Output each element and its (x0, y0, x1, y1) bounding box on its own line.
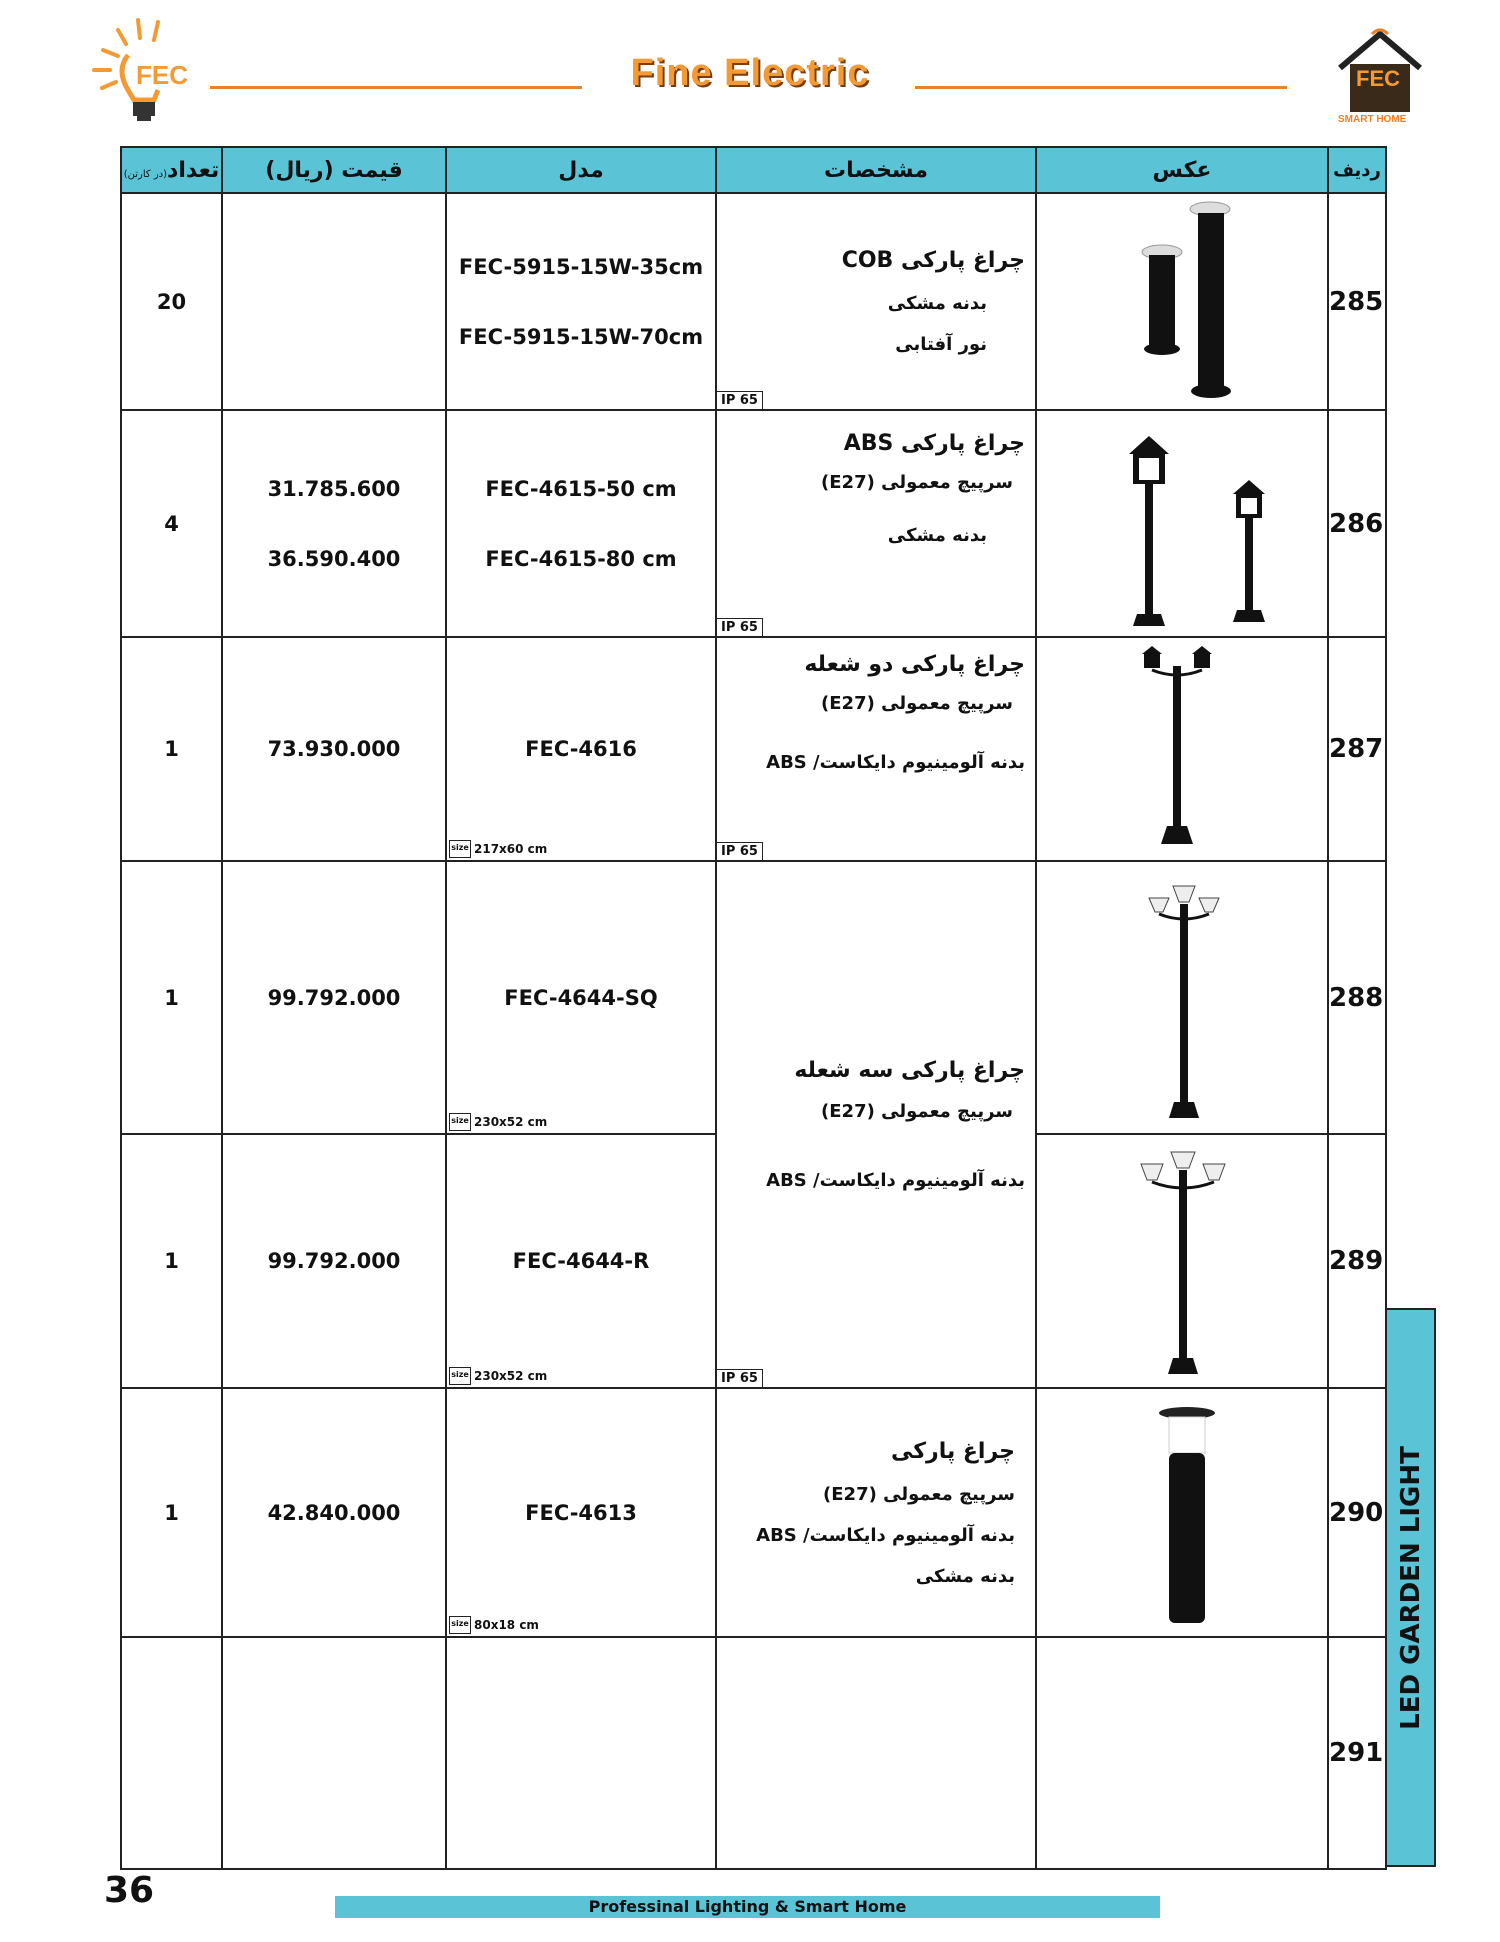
qty-cell: 1 (121, 1388, 222, 1637)
size-value: 80x18 cm (474, 1618, 539, 1632)
spec-line: سرپیچ معمولی (E27) (821, 1101, 1013, 1122)
header-image: عکس (1036, 147, 1328, 193)
size-value: 217x60 cm (474, 842, 548, 856)
spec-cell (716, 410, 1036, 637)
model-text: FEC-5915-15W-35cm (458, 254, 704, 279)
qty-cell: 1 (121, 1134, 222, 1388)
row-number: 289 (1328, 1134, 1386, 1388)
table-row (121, 193, 1386, 410)
qty-cell (121, 1637, 222, 1869)
table-row (121, 637, 1386, 861)
model-text: FEC-4613 (525, 1500, 637, 1525)
qty-cell: 1 (121, 861, 222, 1134)
qty-cell: 20 (121, 193, 222, 410)
header-row-number: ردیف (1328, 147, 1386, 193)
image-cell (1036, 1388, 1328, 1637)
ip-rating-badge: IP 65 (716, 1369, 763, 1388)
size-tag (449, 840, 547, 858)
model-text: FEC-4644-R (512, 1249, 650, 1274)
row-number: 288 (1328, 861, 1386, 1134)
spec-title: چراغ پارکی دو شعله (804, 652, 1025, 677)
image-cell (1036, 1637, 1328, 1869)
size-icon: size (449, 1616, 471, 1634)
smart-home-logo (1330, 26, 1430, 126)
page-number: 36 (104, 1870, 155, 1911)
ip-rating-badge: IP 65 (716, 391, 763, 410)
image-cell (1036, 861, 1328, 1134)
size-tag (449, 1616, 539, 1634)
spec-line: بدنه آلومینیوم دایکاست/ ABS (766, 752, 1025, 773)
ip-rating-badge: IP 65 (716, 618, 763, 637)
table-row (121, 1637, 1386, 1869)
table-header-row (121, 147, 1386, 193)
row-number: 286 (1328, 410, 1386, 637)
header-price: قیمت (ریال) (222, 147, 446, 193)
row-number: 291 (1328, 1637, 1386, 1869)
model-cell (446, 410, 716, 637)
size-tag (449, 1113, 547, 1131)
model-text: FEC-4615-80 cm (485, 546, 677, 571)
size-value: 230x52 cm (474, 1369, 548, 1383)
price-cell: 99.792.000 (222, 1134, 446, 1388)
header-qty: تعداد(در کارتن) (121, 147, 222, 193)
qty-cell: 1 (121, 637, 222, 861)
category-side-tab (1385, 1308, 1436, 1867)
header-rule-right (915, 86, 1287, 89)
cylindrical-bollard-lamp-image (1037, 1391, 1329, 1635)
category-label: LED GARDEN LIGHT (1395, 1445, 1426, 1730)
size-icon: size (449, 1367, 471, 1385)
row-number: 287 (1328, 637, 1386, 861)
spec-title: چراغ پارکی ABS (843, 431, 1025, 456)
table-row (121, 410, 1386, 637)
spec-line: بدنه آلومینیوم دایکاست/ ABS (756, 1524, 1015, 1546)
triple-head-post-lamp-image (1037, 864, 1329, 1132)
price-cell: 99.792.000 (222, 861, 446, 1134)
model-cell (446, 861, 716, 1134)
qty-cell: 4 (121, 410, 222, 637)
image-cell (1036, 1134, 1328, 1388)
size-icon: size (449, 840, 471, 858)
header-rule-left (210, 86, 582, 89)
spec-line: سرپیچ معمولی (E27) (821, 472, 1013, 493)
ip-rating-badge: IP 65 (716, 842, 763, 861)
lantern-post-lamp-image (1037, 414, 1329, 634)
size-value: 230x52 cm (474, 1115, 548, 1130)
image-cell (1036, 410, 1328, 637)
double-head-post-lamp-image (1037, 640, 1329, 858)
fec-bulb-logo (88, 10, 198, 125)
header-model: مدل (446, 147, 716, 193)
bollard-lamp-image (1037, 197, 1329, 407)
model-text: FEC-4616 (525, 737, 637, 761)
spec-line: بدنه مشکی (915, 1565, 1015, 1587)
model-cell (446, 193, 716, 410)
triple-head-round-post-lamp-image (1037, 1136, 1329, 1386)
right-logo-text: FEC (1356, 66, 1400, 91)
image-cell (1036, 637, 1328, 861)
spec-line: نور آفتابی (895, 334, 987, 355)
header-specs: مشخصات (716, 147, 1036, 193)
model-cell (446, 1134, 716, 1388)
spec-title: چراغ پارکی (890, 1438, 1015, 1464)
spec-cell (716, 193, 1036, 410)
spec-line: سرپیچ معمولی (E27) (821, 693, 1013, 714)
price-text: 31.785.600 (267, 476, 401, 501)
footer-tagline: Professinal Lighting & Smart Home (335, 1896, 1160, 1918)
spec-cell-merged (716, 861, 1036, 1388)
spec-cell (716, 1637, 1036, 1869)
right-logo-sub: SMART HOME (1338, 114, 1407, 125)
row-number: 290 (1328, 1388, 1386, 1637)
spec-title: چراغ پارکی COB (841, 248, 1025, 273)
spec-line: بدنه آلومینیوم دایکاست/ ABS (766, 1170, 1025, 1191)
model-cell (446, 1637, 716, 1869)
price-text: 36.590.400 (267, 546, 401, 571)
model-text: FEC-5915-15W-70cm (458, 324, 704, 349)
spec-line: بدنه مشکی (887, 525, 987, 546)
spec-line: سرپیچ معمولی (E27) (823, 1483, 1015, 1505)
product-table (120, 146, 1387, 1870)
image-cell (1036, 193, 1328, 410)
price-cell (222, 410, 446, 637)
model-cell (446, 1388, 716, 1637)
price-cell: 42.840.000 (222, 1388, 446, 1637)
left-logo-text: FEC (136, 60, 188, 90)
model-cell (446, 637, 716, 861)
price-cell (222, 193, 446, 410)
header-qty-note: (در کارتن) (123, 168, 168, 180)
spec-cell (716, 637, 1036, 861)
price-cell (222, 1637, 446, 1869)
spec-title: چراغ پارکی سه شعله (794, 1058, 1025, 1083)
brand-title: Fine Electric (630, 52, 870, 94)
model-text: FEC-4644-SQ (504, 985, 658, 1010)
spec-line: بدنه مشکی (887, 293, 987, 314)
size-tag (449, 1367, 547, 1385)
model-text: FEC-4615-50 cm (485, 476, 677, 501)
table-row (121, 1388, 1386, 1637)
row-number: 285 (1328, 193, 1386, 410)
spec-cell (716, 1388, 1036, 1637)
price-cell: 73.930.000 (222, 637, 446, 861)
size-icon: size (449, 1113, 471, 1131)
table-row (121, 861, 1386, 1134)
